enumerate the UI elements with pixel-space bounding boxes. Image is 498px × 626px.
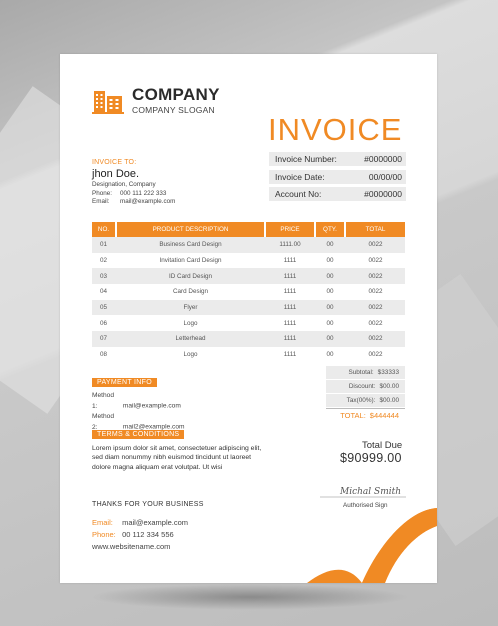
cell-desc: Card Design <box>173 288 208 296</box>
column-header: QTY. <box>316 222 344 237</box>
footer-website[interactable]: www.websitename.com <box>92 542 171 551</box>
cell-desc: ID Card Design <box>168 272 213 280</box>
total-row <box>326 408 405 422</box>
payment-methods <box>92 391 185 433</box>
cell-total: 0022 <box>368 351 383 359</box>
signature-label: Authorised Sign <box>343 502 388 509</box>
column-header: TOTAL <box>346 222 405 237</box>
method-label: Method 2: <box>92 413 114 431</box>
client-email-line <box>92 198 175 207</box>
meta-value: #0000000 <box>364 189 402 199</box>
cell-desc: Logo <box>183 319 198 327</box>
total-due-label: Total Due <box>362 440 403 451</box>
invoice-to-label: INVOICE TO: <box>92 159 137 166</box>
cell-price: 1111 <box>283 335 297 343</box>
cell-qty: 00 <box>326 335 334 343</box>
cell-qty: 00 <box>326 241 334 249</box>
terms-text: Lorem ipsum dolor sit amet, consectetuer adipiscing elit, sed diam nonummy nibh euismod tincidunt ut laoreet dolore magna aliquam erat volutpat. Ut wisi <box>92 445 262 471</box>
cell-price: 1111 <box>283 319 297 327</box>
client-details <box>92 181 175 207</box>
cell-desc: Letterhead <box>175 335 206 343</box>
signature-image <box>320 482 406 502</box>
table-row <box>92 347 405 363</box>
table-row <box>92 284 405 300</box>
method-label: Method 1: <box>92 392 114 410</box>
svg-text:Michal Smith: Michal Smith <box>340 487 402 497</box>
account-number-row <box>269 187 406 201</box>
cell-total: 0022 <box>368 335 383 343</box>
building-logo-icon <box>92 87 124 114</box>
footer-phone-line <box>92 529 188 541</box>
footer-contact <box>92 517 188 553</box>
terms-title: TERMS & CONDITIONS <box>92 430 184 439</box>
tax-label: Tax(00%): <box>346 397 376 404</box>
cell-price: 1111 <box>283 351 297 359</box>
meta-label: Invoice Number: <box>275 154 337 164</box>
cell-no: 07 <box>99 335 107 343</box>
meta-label: Account No: <box>275 189 322 199</box>
client-name: jhon Doe. <box>92 168 140 180</box>
cell-desc: Invitation Card Design <box>159 257 222 265</box>
client-designation: Designation, Company <box>92 181 156 188</box>
table-row <box>92 268 405 284</box>
total-label: TOTAL: <box>340 411 366 420</box>
total-value: $444444 <box>369 411 399 420</box>
table-row <box>92 315 405 331</box>
discount-label: Discount: <box>348 383 376 390</box>
invoice-meta <box>269 152 406 205</box>
cell-no: 02 <box>99 257 107 265</box>
table-header <box>92 222 405 237</box>
payment-info-title: PAYMENT INFO <box>92 378 157 387</box>
cell-price: 1111.00 <box>279 241 301 249</box>
cell-no: 05 <box>99 304 107 312</box>
meta-value: 00/00/00 <box>368 171 402 182</box>
corner-decoration <box>307 508 437 583</box>
footer-phone: 00 112 334 556 <box>122 530 174 539</box>
table-row <box>92 300 405 316</box>
table-row <box>92 253 405 269</box>
table-row <box>92 331 405 347</box>
tax-row <box>326 394 405 407</box>
cell-desc: Logo <box>183 351 198 359</box>
table-row <box>92 237 405 253</box>
email-label: Email: <box>92 198 110 206</box>
client-phone: 000 111 222 333 <box>120 189 167 197</box>
totals-block <box>326 366 405 423</box>
cell-total: 0022 <box>368 272 383 280</box>
subtotal-label: Subtotal: <box>348 369 374 376</box>
cell-desc: Flyer <box>183 304 198 312</box>
cell-no: 06 <box>99 319 107 327</box>
cell-qty: 00 <box>326 319 334 327</box>
items-table <box>92 222 405 363</box>
cell-total: 0022 <box>368 304 383 312</box>
cell-no: 01 <box>99 241 107 249</box>
meta-label: Invoice Date: <box>275 171 325 182</box>
cell-total: 0022 <box>368 241 383 249</box>
column-header: NO. <box>92 222 115 237</box>
cell-price: 1111 <box>283 272 297 280</box>
cell-price: 1111 <box>283 304 297 312</box>
cell-no: 08 <box>99 351 107 359</box>
phone-label: Phone: <box>92 189 112 197</box>
invoice-page <box>60 54 437 583</box>
cell-no: 04 <box>99 288 107 296</box>
cell-qty: 00 <box>326 272 334 280</box>
phone-label: Phone: <box>92 530 116 539</box>
tax-value: $00.00 <box>379 397 399 404</box>
subtotal-row <box>326 366 405 379</box>
footer-email[interactable]: mail@example.com <box>122 518 189 527</box>
cell-total: 0022 <box>368 288 383 296</box>
invoice-title: INVOICE <box>268 112 403 147</box>
cell-price: 1111 <box>283 257 297 265</box>
company-slogan: COMPANY SLOGAN <box>132 105 215 115</box>
cell-price: 1111 <box>283 288 297 296</box>
cell-no: 03 <box>99 272 107 280</box>
client-phone-line <box>92 190 175 199</box>
discount-value: $00.00 <box>379 383 399 390</box>
cell-desc: Business Card Design <box>159 241 222 249</box>
invoice-number-row <box>269 152 406 166</box>
cell-total: 0022 <box>368 257 383 265</box>
email-label: Email: <box>92 518 113 527</box>
meta-value: #0000000 <box>364 154 402 164</box>
company-name: COMPANY <box>132 85 220 104</box>
subtotal-value: $33333 <box>377 369 399 376</box>
thanks-message: THANKS FOR YOUR BUSINESS <box>92 501 204 508</box>
payment-method-1 <box>92 391 185 412</box>
footer-email-line <box>92 517 188 529</box>
total-due-value: $90999.00 <box>340 451 402 465</box>
column-header: PRICE <box>266 222 314 237</box>
invoice-date-row <box>269 170 406 184</box>
cell-total: 0022 <box>368 319 383 327</box>
method-value: mail@example.com <box>122 402 181 410</box>
cell-qty: 00 <box>326 304 334 312</box>
cell-qty: 00 <box>326 257 334 265</box>
cell-qty: 00 <box>326 351 334 359</box>
client-email: mail@example.com <box>120 198 176 206</box>
page-shadow <box>90 584 410 610</box>
method-value: mail2@example.com <box>122 423 185 431</box>
column-header: PRODUCT DESCRIPTION <box>117 222 264 237</box>
discount-row <box>326 380 405 393</box>
cell-qty: 00 <box>326 288 334 296</box>
